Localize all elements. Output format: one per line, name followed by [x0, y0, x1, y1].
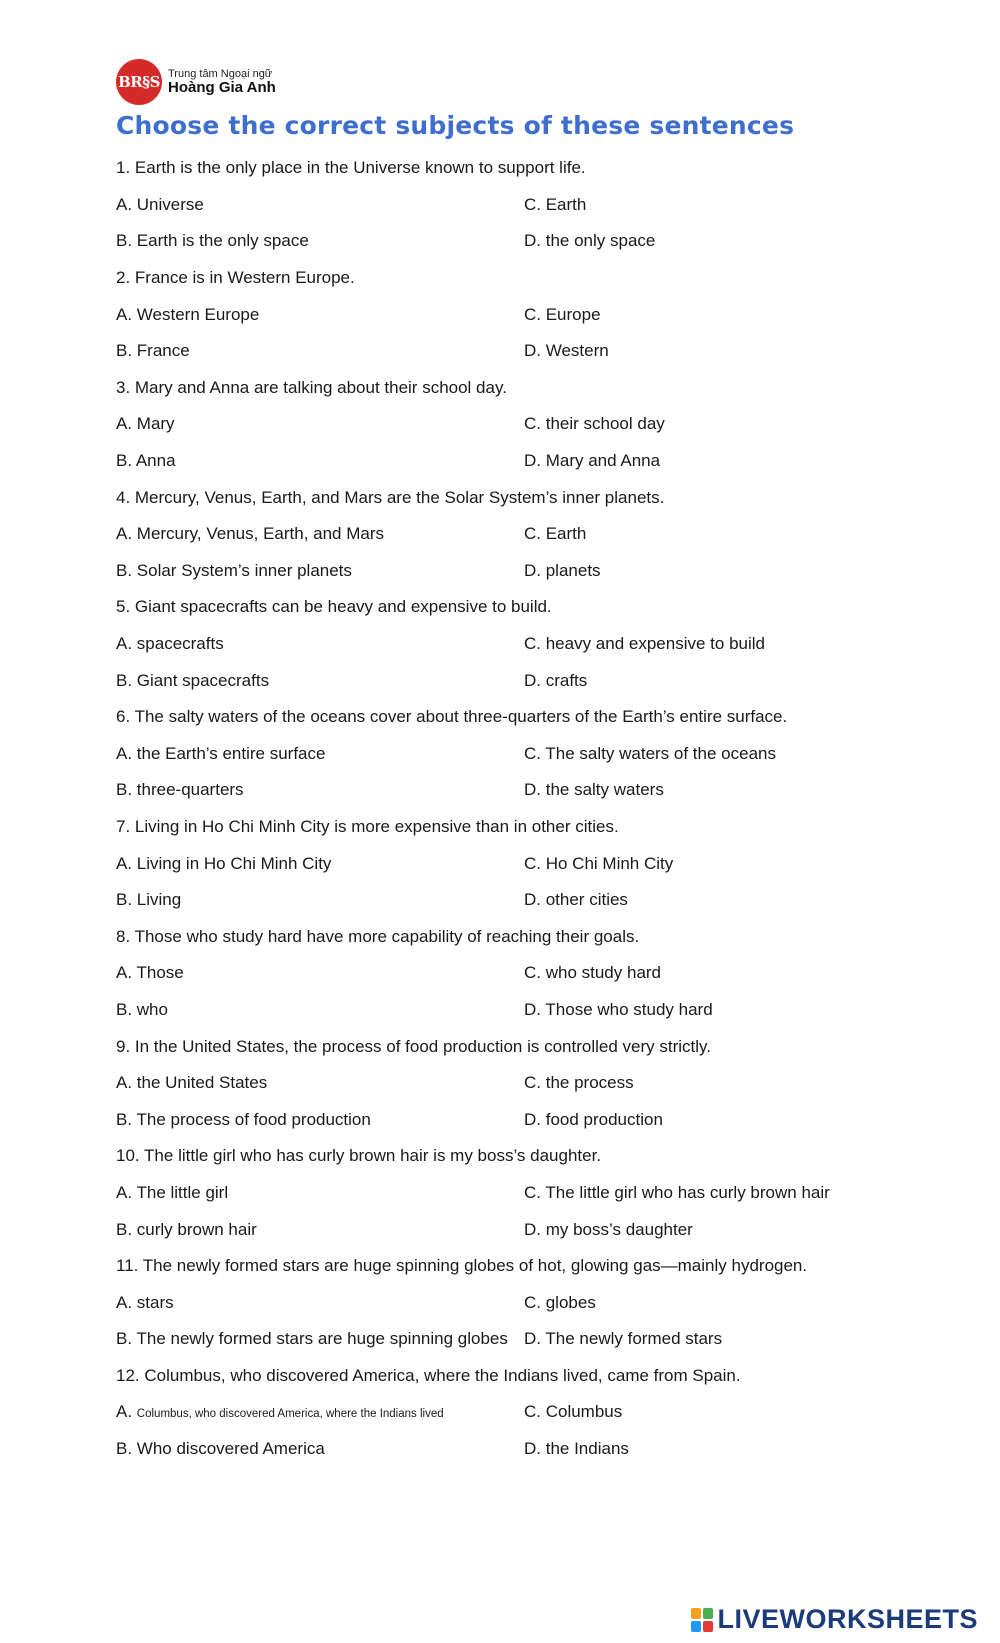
option-c[interactable]: C. who study hard — [524, 963, 662, 983]
option-row — [116, 406, 976, 443]
option-d[interactable]: D. the salty waters — [524, 780, 664, 800]
option-row — [116, 1101, 976, 1138]
liveworksheets-logo-icon — [691, 1608, 713, 1632]
question-stem: 1. Earth is the only place in the Universe known to support life. — [116, 158, 586, 178]
question-stem: 7. Living in Ho Chi Minh City is more expensive than in other cities. — [116, 816, 619, 836]
option-b[interactable]: B. Anna — [116, 451, 176, 471]
option-d[interactable]: D. other cities — [524, 890, 628, 910]
option-row — [116, 992, 976, 1029]
option-row — [116, 333, 976, 370]
option-row — [116, 553, 976, 590]
option-row — [116, 1211, 976, 1248]
option-row — [116, 845, 976, 882]
option-row — [116, 1065, 976, 1102]
option-d[interactable]: D. The newly formed stars — [524, 1329, 723, 1349]
liveworksheets-footer — [691, 1604, 978, 1635]
option-row — [116, 1284, 976, 1321]
option-row — [116, 1394, 976, 1431]
option-b[interactable]: B. curly brown hair — [116, 1219, 257, 1239]
option-a-text: Columbus, who discovered America, where the Indians lived — [136, 1408, 444, 1421]
logo-square-blue — [691, 1621, 701, 1632]
option-row — [116, 736, 976, 773]
option-c[interactable]: C. the process — [524, 1073, 634, 1093]
option-row — [116, 296, 976, 333]
center-name: Hoàng Gia Anh — [168, 78, 276, 96]
option-a[interactable]: A. the United States — [116, 1073, 268, 1093]
option-row — [116, 882, 976, 919]
option-row — [116, 187, 976, 224]
center-header — [116, 58, 276, 106]
option-d[interactable]: D. the Indians — [524, 1439, 629, 1459]
logo-square-orange — [691, 1608, 701, 1619]
question-stem: 5. Giant spacecrafts can be heavy and expensive to build. — [116, 597, 552, 617]
question-stem: 3. Mary and Anna are talking about their school day. — [116, 377, 507, 397]
option-c[interactable]: C. Columbus — [524, 1402, 623, 1422]
option-d[interactable]: D. crafts — [524, 670, 588, 690]
option-row — [116, 443, 976, 480]
question-stem: 2. France is in Western Europe. — [116, 268, 355, 288]
question-stem: 9. In the United States, the process of food production is controlled very strictly. — [116, 1036, 711, 1056]
option-c[interactable]: C. The salty waters of the oceans — [524, 743, 776, 763]
center-logo: BR§S — [116, 59, 162, 105]
option-row — [116, 223, 976, 260]
option-a[interactable]: A. The little girl — [116, 1182, 229, 1202]
option-row — [116, 1175, 976, 1212]
liveworksheets-brand[interactable]: LIVEWORKSHEETS — [717, 1604, 978, 1634]
logo-square-green — [703, 1608, 713, 1619]
option-d[interactable]: D. Western — [524, 341, 609, 361]
option-a[interactable]: A. Universe — [116, 194, 204, 214]
option-a-prefix: A. — [116, 1402, 137, 1422]
option-c[interactable]: C. heavy and expensive to build — [524, 634, 765, 654]
option-b[interactable]: B. three-quarters — [116, 780, 244, 800]
option-a[interactable] — [116, 1402, 524, 1422]
option-c[interactable]: C. their school day — [524, 414, 665, 434]
option-b[interactable]: B. Solar System’s inner planets — [116, 560, 352, 580]
option-b[interactable]: B. Living — [116, 890, 182, 910]
question-stem: 4. Mercury, Venus, Earth, and Mars are the Solar System’s inner planets. — [116, 487, 665, 507]
option-b[interactable]: B. The process of food production — [116, 1109, 371, 1129]
option-row — [116, 1321, 976, 1358]
option-a[interactable]: A. Living in Ho Chi Minh City — [116, 853, 332, 873]
question-list — [116, 150, 976, 1467]
option-row — [116, 662, 976, 699]
option-b[interactable]: B. The newly formed stars are huge spinning globes — [116, 1329, 508, 1349]
option-row — [116, 772, 976, 809]
option-row — [116, 516, 976, 553]
option-a[interactable]: A. stars — [116, 1292, 174, 1312]
option-d[interactable]: D. Those who study hard — [524, 999, 713, 1019]
option-b[interactable]: B. who — [116, 999, 168, 1019]
option-a[interactable]: A. the Earth’s entire surface — [116, 743, 326, 763]
worksheet-title: Choose the correct subjects of these sentences — [116, 111, 795, 140]
question-stem: 6. The salty waters of the oceans cover about three-quarters of the Earth’s entire surface. — [116, 707, 788, 727]
option-a[interactable]: A. spacecrafts — [116, 634, 224, 654]
option-d[interactable]: D. food production — [524, 1109, 663, 1129]
option-b[interactable]: B. Giant spacecrafts — [116, 670, 270, 690]
option-c[interactable]: C. Ho Chi Minh City — [524, 853, 674, 873]
option-c[interactable]: C. The little girl who has curly brown hair — [524, 1182, 830, 1202]
option-a[interactable]: A. Those — [116, 963, 184, 983]
option-row — [116, 626, 976, 663]
option-c[interactable]: C. Earth — [524, 194, 587, 214]
option-row — [116, 1431, 976, 1468]
question-stem: 11. The newly formed stars are huge spinning globes of hot, glowing gas—mainly hydrogen. — [116, 1256, 808, 1276]
option-c[interactable]: C. Europe — [524, 304, 601, 324]
logo-square-red — [703, 1621, 713, 1632]
question-stem: 8. Those who study hard have more capability of reaching their goals. — [116, 926, 640, 946]
option-d[interactable]: D. Mary and Anna — [524, 451, 661, 471]
option-b[interactable]: B. France — [116, 341, 190, 361]
center-brand — [168, 68, 276, 97]
option-d[interactable]: D. my boss’s daughter — [524, 1219, 693, 1239]
question-stem: 10. The little girl who has curly brown hair is my boss’s daughter. — [116, 1146, 602, 1166]
option-a[interactable]: A. Western Europe — [116, 304, 260, 324]
center-subtitle: Trung tâm Ngoại ngữ — [168, 67, 273, 80]
option-a[interactable]: A. Mercury, Venus, Earth, and Mars — [116, 524, 385, 544]
option-c[interactable]: C. globes — [524, 1292, 596, 1312]
question-stem: 12. Columbus, who discovered America, where the Indians lived, came from Spain. — [116, 1365, 741, 1385]
option-b[interactable]: B. Earth is the only space — [116, 231, 309, 251]
option-d[interactable]: D. planets — [524, 560, 601, 580]
option-row — [116, 955, 976, 992]
option-a[interactable]: A. Mary — [116, 414, 175, 434]
option-b[interactable]: B. Who discovered America — [116, 1439, 325, 1459]
option-d[interactable]: D. the only space — [524, 231, 656, 251]
option-c[interactable]: C. Earth — [524, 524, 587, 544]
